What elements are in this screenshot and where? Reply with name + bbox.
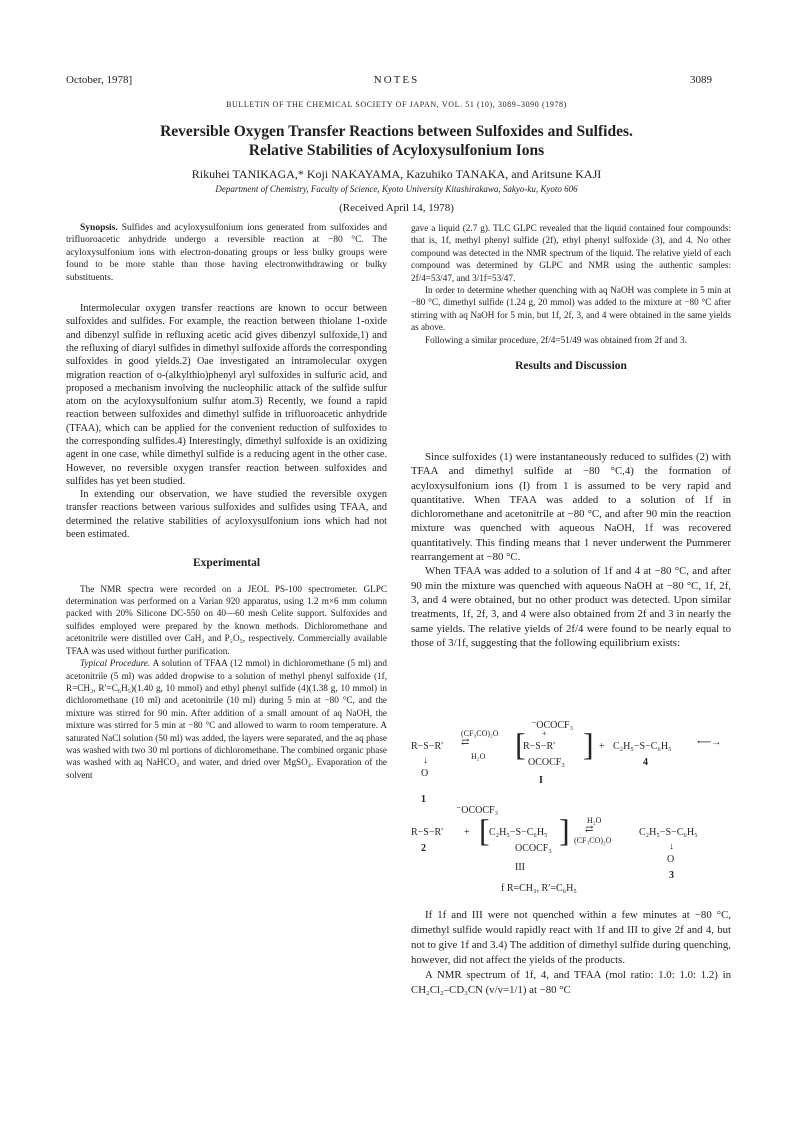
scheme-label-4: 4 <box>643 757 648 768</box>
scheme-label-1: 1 <box>421 794 426 805</box>
scheme-label-2: 2 <box>421 843 426 854</box>
scheme-plus-1: + <box>599 741 605 752</box>
scheme-arrow2-bottom-label: (CF₃CO)₂O <box>574 836 612 845</box>
header-section: NOTES <box>373 74 420 86</box>
scheme-ococf3-1: OCOCF₃ <box>528 757 565 768</box>
right-column-mid <box>411 450 731 650</box>
scheme-plus-charge: + <box>542 729 547 738</box>
scheme-sulfide-4: C₂H₅−S−C₆H₅ <box>613 741 672 752</box>
authors: Rikuhei TANIKAGA,* Koji NAKAYAMA, Kazuhiko TANAKA, and Aritsune KAJI <box>191 167 602 181</box>
scheme-condition: f R=CH₃, R′=C₆H₅ <box>501 883 577 894</box>
procedure-text: A solution of TFAA (12 mmol) in dichloromethane (5 ml) and acetonitrile (5 ml) was added dropwise to a solution of methyl phenyl sulfoxide (1f, R=CH₃, R′=C₆H₅)(1.40 g, 10 mmol) and ethyl phenyl sulfide (4)(1.38 g, 10 mmol) in dichloromethane (10 ml) and acetonitrile (10 ml) during 5 min at −80 °C, and the mixture was stirred for 90 min. After addition of a small amount of aq NaOH, the mixture was stirred for 5 min at −80 °C and allowed to warm to room temperature. A saturated NaCl solution (50 ml) was added, the layers were separated, and the aq phase was washed with two 30 ml portions of dichloromethane. The combined organic phase was washed with aq NaHCO₃ and water, and dried over MgSO₄. Evaporation of the solvent <box>66 658 387 780</box>
scheme-down-arrow: ↓ <box>423 755 428 766</box>
scheme-label-III: III <box>515 862 525 873</box>
scheme-oxygen-3: O <box>667 854 675 865</box>
synopsis-text: Sulfides and acyloxysulfonium ions generated from sulfoxides and trifluoroacetic anhydride undergo a reversible reaction at −80 °C. The acyloxysulfonium ions with electron-donating groups or less bulky groups were found to be more stable than those having electronwithdrawing or bulky substituents. <box>66 223 388 283</box>
scheme-sulfonium-III: C₂H₅−S−C₆H₅ <box>489 827 548 838</box>
results-heading: Results and Discussion <box>515 360 627 373</box>
scheme-sulfonium: R−S−R′ <box>523 741 556 752</box>
right-column-bottom <box>411 908 731 998</box>
title-line2: Relative Stabilities of Acyloxysulfonium Ions <box>248 142 545 159</box>
right-paragraph-4: Since sulfoxides (1) were instantaneously reduced to sulfides (2) with TFAA and dimethyl sulfide at −80 °C,4) the formation of acyloxysulfonium ions (I) from 1 is assumed to be very rapid and quantitative. When TFAA was added to a solution of 1f in dichloromethane and acetonitrile at −80 °C, and after 90 min the reaction mixture was quenched with aqueous NaOH, 1f was recovered quantitatively. This finding means that 1 never underwent the Pummerer rearrangement at −80 °C. <box>411 451 731 564</box>
synopsis <box>66 222 387 284</box>
scheme-plus-2: + <box>464 827 470 838</box>
scheme-sulfoxide: R−S−R′ <box>411 741 444 752</box>
scheme-arrow1-bottom-label: H₂O <box>471 752 486 761</box>
journal-line: BULLETIN OF THE CHEMICAL SOCIETY OF JAPAN, VOL. 51 (10), 3089–3090 (1978) <box>226 100 567 109</box>
right-paragraph-3: Following a similar procedure, 2f/4=51/49 was obtained from 2f and 3. <box>425 334 687 345</box>
scheme-bracket-right-2: ] <box>559 812 570 848</box>
scheme-sulfide-2: R−S−R′ <box>411 827 444 838</box>
affiliation: Department of Chemistry, Faculty of Science, Kyoto University Kitashirakawa, Sakyo-ku, Kyoto 606 <box>215 184 578 194</box>
scheme-equilibrium-arrow-2: ⇄ <box>585 824 594 835</box>
reaction-scheme <box>411 720 731 900</box>
header-date: October, 1978] <box>66 74 133 86</box>
scheme-down-arrow-2: ↓ <box>669 841 674 852</box>
intro-paragraph-2: In extending our observation, we have studied the reversible oxygen transfer reactions between various sulfoxides and sulfides using TFAA, and determined the relative stabilities of acyloxysulfonium ions which had not been estimated. <box>66 489 387 541</box>
scheme-label-I: I <box>539 775 543 786</box>
scheme-bracket-right: ] <box>583 726 594 762</box>
procedure-label: Typical Procedure. <box>80 658 151 669</box>
scheme-bracket-left-2: [ <box>479 812 490 848</box>
scheme-ococf3-top: ⁻OCOCF₃ <box>531 720 574 731</box>
right-paragraph-2: In order to determine whether quenching with aq NaOH was complete in 5 min at −80 °C, dimethyl sulfide (1.24 g, 20 mmol) was added to the mixture at −80 °C after stirring with aq NaOH for 5 min, but 1f, 2f, 3, and 4 were obtained in the same yields as above. <box>411 285 731 333</box>
right-paragraph-7: A NMR spectrum of 1f, 4, and TFAA (mol ratio: 1.0: 1.0: 1.2) in CH₂Cl₂–CD₃CN (v/v=1/1) at −80 °C <box>411 969 731 996</box>
scheme-oxygen-1: O <box>421 768 429 779</box>
experimental-paragraph-2 <box>66 657 387 781</box>
scheme-ococf3-mid: ⁻OCOCF₃ <box>456 805 499 816</box>
right-paragraph-1: gave a liquid (2.7 g). TLC GLPC revealed that the liquid contained four compounds: that is, 1f, methyl phenyl sulfide (2f), ethyl phenyl sulfoxide (3), and 4. No other compound was detected in the NMR spectrum of the liquid. The relative yield of each compound was determined by GLPC and NMR using the authentic samples: 2f/4=53/47, and 3/1f=53/47. <box>411 223 731 283</box>
scheme-bracket-left: [ <box>515 726 526 762</box>
intro-paragraph-1: Intermolecular oxygen transfer reactions are known to occur between sulfoxides and sulfides. For example, the reaction between thiolane 1-oxide and dibenzyl sulfide in refluxing acetic acid gives dibenzyl sulfoxide,1) and the refluxing of diaryl sulfides in dimethyl sulfoxide affords the corresponding sulfoxides in good yields.2) Oae investigated an intramolecular oxygen migration reaction of o-(alkylthio)phenyl aryl sulfoxides in sulfuric acid, and proposed a mechanism involving the nucleophilic attack of the sulfide sulfur atom on the acyloxysulfonium sulfur atom.3) Recently, we found a rapid reaction between sulfoxides and dimethyl sulfide in trifluoroacetic anhydride (TFAA), which can be applied for the convenient reduction of sulfoxides to the corresponding sulfides.4) Interestingly, dimethyl sulfoxide is an oxidizing agent in one case, while dimethyl sulfide is a reducing agent in the other case. However, no reversible oxygen transfer reaction between sulfoxides and sulfides has yet been studied. <box>66 303 387 487</box>
scheme-continuation-arrow: ⟵→ <box>697 737 722 748</box>
right-column-top <box>411 222 731 380</box>
synopsis-label: Synopsis. <box>80 223 118 233</box>
scheme-arrow2-top-label: H₂O <box>587 816 602 825</box>
scheme-arrow1-top-label: (CF₃CO)₂O <box>461 729 499 738</box>
scheme-equilibrium-arrow-1: ⇄ <box>461 737 470 748</box>
right-paragraph-5: When TFAA was added to a solution of 1f and 4 at −80 °C, and after 90 min the mixture was quenched with aqueous NaOH at −80 °C, 1f, 2f, 3, and 4 were obtained, but no other product was detected. Upon similar treatments, 1f, 2f, 3, and 4 were also obtained from 2f and 3 in nearly the same yields. The relative yields of 2f/4 were found to be nearly equal to those of 3/1f, suggesting that the following equilibrium exists: <box>411 565 731 649</box>
scheme-label-3: 3 <box>669 870 674 881</box>
left-column <box>66 222 387 781</box>
experimental-paragraph-1: The NMR spectra were recorded on a JEOL PS-100 spectrometer. GLPC determination was performed on a Varian 920 apparatus, using 1.2 m×6 mm column packed with 20% Silicone DC-550 on 40—60 mesh Celite support. Sulfoxides and sulfides employed were prepared by the known methods. Dichloromethane and acetonitrile were distilled over CaH₂ and P₂O₅, respectively. Commercially available TFAA was used without further purification. <box>66 583 387 656</box>
title-line1: Reversible Oxygen Transfer Reactions between Sulfoxides and Sulfides. <box>160 123 633 140</box>
scheme-ococf3-2: OCOCF₃ <box>515 843 552 854</box>
scheme-sulfoxide-3: C₂H₅−S−C₆H₅ <box>639 827 698 838</box>
received-date: (Received April 14, 1978) <box>339 202 454 214</box>
right-paragraph-6: If 1f and III were not quenched within a few minutes at −80 °C, dimethyl sulfide would rapidly react with 1f and III to give 2f and 4, but not to give 1f and 3.4) The addition of dimethyl sulfide during quenching, however, did not affect the yields of the products. <box>411 909 731 966</box>
header-page: 3089 <box>690 74 712 86</box>
experimental-heading: Experimental <box>192 557 261 570</box>
